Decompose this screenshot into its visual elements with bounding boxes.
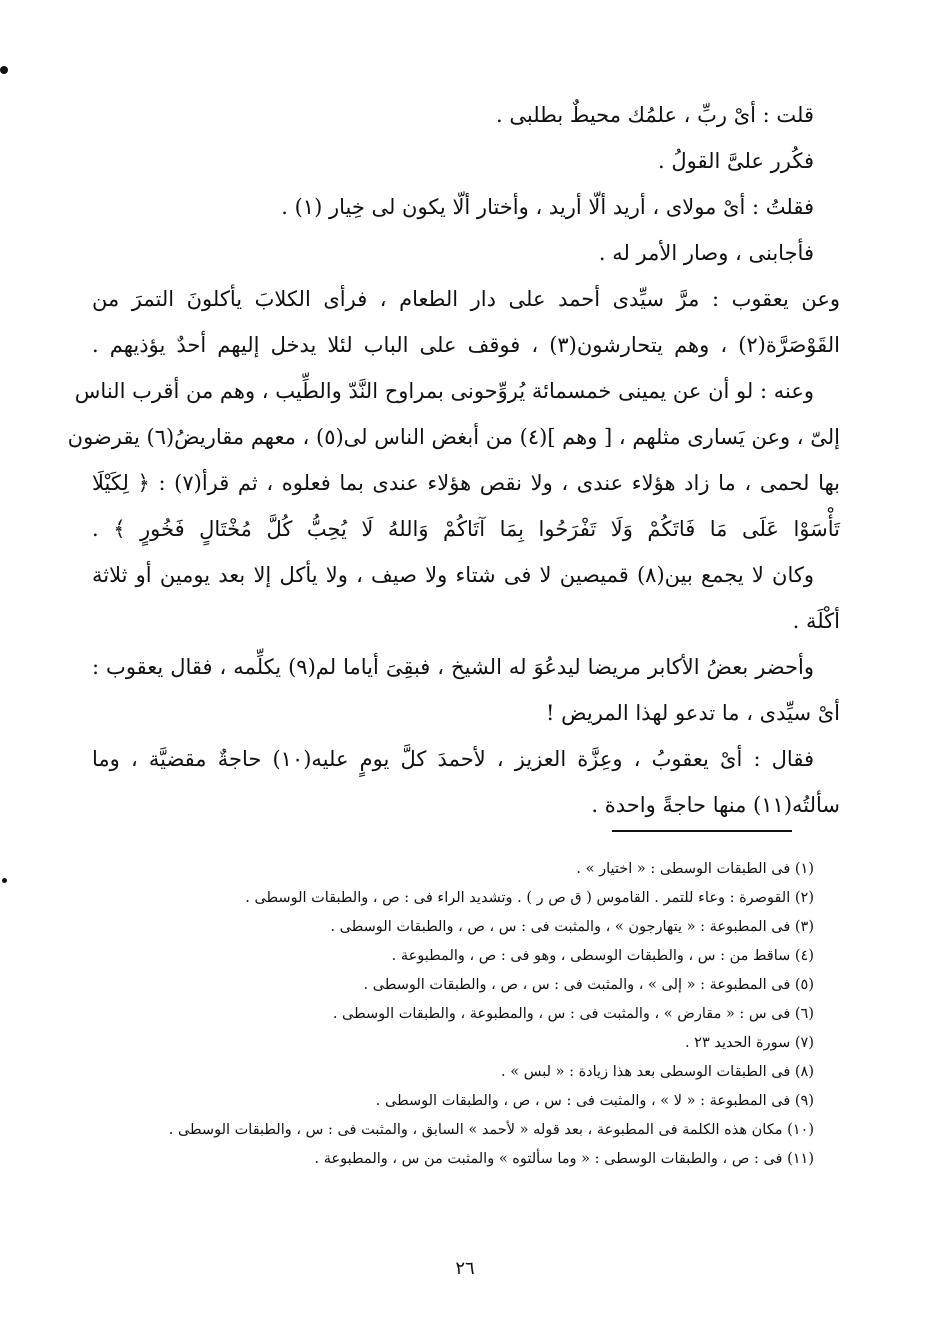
- footnote: (١) فى الطبقات الوسطى : « اختيار » .: [576, 861, 814, 877]
- text-line: أكْلَة .: [792, 609, 840, 633]
- footnote: (٢) القوصرة : وعاء للتمر . القاموس ( ق ص ر ) . وتشديد الراء فى : ص ، والطبقات الوسطى .: [245, 890, 814, 906]
- page-number: ٢٦: [455, 1258, 475, 1279]
- footnote: (٣) فى المطبوعة : « يتهارجون » ، والمثبت فى : س ، ص ، والطبقات الوسطى .: [330, 919, 814, 935]
- margin-mark: [2, 878, 7, 883]
- text-line: فأجابنى ، وصار الأمر له .: [598, 241, 814, 265]
- text-line: فقال : أىْ يعقوبُ ، وعِزَّة العزيز ، لأحمدَ كلَّ يومٍ عليه(١٠) حاجةٌ مقضيَّة ، وما: [92, 747, 814, 771]
- quran-verse-line: تَأْسَوْا عَلَى مَا فَاتَكُمْ وَلَا تَفْرَحُوا بِمَا آتَاكُمْ وَاللهُ لَا يُحِبُّ كُلَّ مُخْتَالٍ فَخُورٍ ﴾ .: [92, 517, 840, 541]
- margin-mark: [0, 66, 8, 74]
- footnote: (٥) فى المطبوعة : « إلى » ، والمثبت فى : س ، ص ، والطبقات الوسطى .: [363, 977, 814, 993]
- footnote: (١١) فى : ص ، والطبقات الوسطى : « وما سألتوه » والمثبت من س ، والمطبوعة .: [314, 1151, 814, 1167]
- footnote: (١٠) مكان هذه الكلمة فى المطبوعة ، بعد قوله « لأحمد » السابق ، والمثبت فى : س ، والطبقات الوسطى .: [168, 1122, 814, 1138]
- text-line: فقلتُ : أىْ مولاى ، أريد ألّا أريد ، وأختار ألّا يكون لى خِيار (١) .: [281, 195, 814, 219]
- footnote: (٤) ساقط من : س ، والطبقات الوسطى ، وهو فى : ص ، والمطبوعة .: [391, 948, 814, 964]
- main-text: [67, 92, 840, 828]
- text-line: وعن يعقوب : مرَّ سيِّدى أحمد على دار الطعام ، فرأى الكلابَ يأكلونَ التمرَ من: [92, 287, 840, 311]
- text-line: إلىّ ، وعن يَسارى مثلهم ، [ وهم ](٤) من أبغض الناس لى(٥) ، معهم مقاريضُ(٦) يقرضون: [67, 425, 840, 449]
- text-line: وكان لا يجمع بين(٨) قميصين لا فى شتاء ولا صيف ، ولا يأكل إلا بعد يومين أو ثلاثة: [92, 563, 815, 587]
- text-line: وأحضر بعضُ الأكابر مريضا ليدعُوَ له الشيخ ، فبقِىَ أياما لم(٩) يكلِّمه ، فقال يعقوب :: [92, 655, 814, 679]
- text-line: فكُرر علىَّ القولُ .: [657, 149, 814, 173]
- footnotes: [92, 855, 814, 1174]
- text-line: أىْ سيِّدى ، ما تدعو لهذا المريض !: [546, 701, 840, 725]
- text-line: بها لحمى ، ما زاد هؤلاء عندى ، ولا نقص هؤلاء عندى بما فعلوه ، ثم قرأ(٧) : ﴿ لِكَيْلَا: [92, 471, 840, 495]
- footnote-separator: [612, 830, 792, 832]
- text-line: سألتُه(١١) منها حاجةً واحدة .: [591, 793, 840, 817]
- text-line: وعنه : لو أن عن يمينى خمسمائة يُروِّحونى بمراوح النَّدّ والطِّيب ، وهم من أقرب الناس: [74, 379, 814, 403]
- footnote: (٦) فى س : « مقارض » ، والمثبت فى : س ، والمطبوعة ، والطبقات الوسطى .: [332, 1006, 814, 1022]
- footnote: (٨) فى الطبقات الوسطى بعد هذا زيادة : « لبس » .: [501, 1064, 814, 1080]
- text-line: قلت : أىْ ربِّ ، علمُك محيطٌ بطلبى .: [496, 103, 814, 127]
- footnote: (٩) فى المطبوعة : « لا » ، والمثبت فى : س ، ص ، والطبقات الوسطى .: [375, 1093, 814, 1109]
- footnote: (٧) سورة الحديد ٢٣ .: [684, 1035, 814, 1051]
- text-line: القَوْصَرَّة(٢) ، وهم يتحارشون(٣) ، فوقف على الباب لئلا يدخل إليهم أحدٌ يؤذيهم .: [92, 333, 840, 357]
